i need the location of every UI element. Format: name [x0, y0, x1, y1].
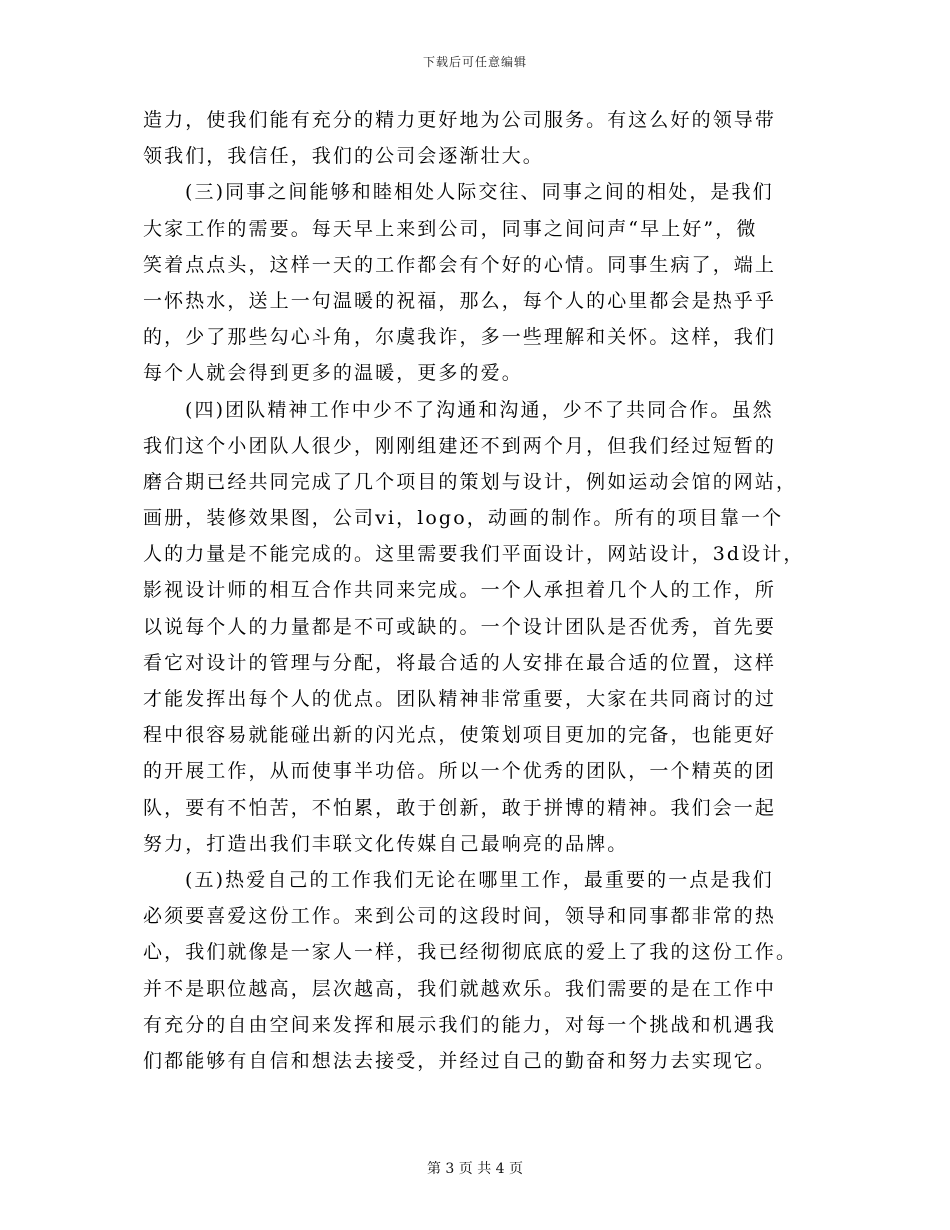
text-line: 大家工作的需要。每天早上来到公司，同事之间问声“早上好”，微	[143, 217, 758, 240]
text-line: 一怀热水，送上一句温暖的祝福，那么，每个人的心里都会是热乎乎	[143, 289, 777, 312]
body-text	[143, 102, 807, 1079]
text-line: 看它对设计的管理与分配，将最合适的人安排在最合适的位置，这样	[143, 651, 777, 674]
text-line: 人的力量是不能完成的。这里需要我们平面设计，网站设计，3d设计，	[143, 543, 805, 566]
text-line: 造力，使我们能有充分的精力更好地为公司服务。有这么好的领导带	[143, 109, 777, 131]
text-line: 有充分的自由空间来发挥和展示我们的能力，对每一个挑战和机遇我	[143, 1013, 777, 1036]
paragraph-first-line: (五)热爱自己的工作我们无论在哪里工作，最重要的一点是我们	[185, 868, 774, 891]
text-line: 们都能够有自信和想法去接受，并经过自己的勤奋和努力去实现它。	[143, 1049, 777, 1072]
text-line: 的，少了那些勾心斗角，尔虞我诈，多一些理解和关怀。这样，我们	[143, 326, 777, 349]
header-note: 下载后可任意编辑	[422, 55, 527, 69]
text-line: 努力，打造出我们丰联文化传媒自己最响亮的品牌。	[143, 832, 629, 855]
text-line: 影视设计师的相互合作共同来完成。一个人承担着几个人的工作，所	[143, 579, 777, 602]
text-line: 以说每个人的力量都是不可或缺的。一个设计团队是否优秀，首先要	[143, 615, 777, 638]
text-line: 磨合期已经共同完成了几个项目的策划与设计，例如运动会馆的网站，	[143, 470, 798, 493]
text-line: 每个人就会得到更多的温暖，更多的爱。	[143, 362, 523, 385]
text-line: 我们这个小团队人很少，刚刚组建还不到两个月，但我们经过短暂的	[143, 434, 777, 457]
paragraph-first-line: (四)团队精神工作中少不了沟通和沟通，少不了共同合作。虽然	[185, 398, 774, 421]
text-line: 并不是职位越高，层次越高，我们就越欢乐。我们需要的是在工作中	[143, 977, 777, 1000]
page-number-footer: 第 3 页 共 4 页	[426, 1161, 524, 1177]
text-line: 队，要有不怕苦，不怕累，敢于创新，敢于拼博的精神。我们会一起	[143, 796, 777, 819]
text-line: 画册，装修效果图，公司vi，logo，动画的制作。所有的项目靠一个	[143, 507, 784, 530]
paragraph-first-line: (三)同事之间能够和睦相处人际交往、同事之间的相处，是我们	[185, 181, 774, 204]
text-line: 才能发挥出每个人的优点。团队精神非常重要，大家在共同商讨的过	[143, 688, 777, 710]
text-line: 必须要喜爱这份工作。来到公司的这段时间，领导和同事都非常的热	[143, 905, 777, 928]
text-line: 领我们，我信任，我们的公司会逐渐壮大。	[143, 145, 544, 168]
text-line: 心，我们就像是一家人一样，我已经彻彻底底的爱上了我的这份工作。	[143, 941, 798, 964]
text-line: 笑着点点头，这样一天的工作都会有个好的心情。同事生病了，端上	[143, 253, 777, 276]
text-line: 程中很容易就能碰出新的闪光点，使策划项目更加的完备，也能更好	[143, 724, 777, 747]
text-line: 的开展工作，从而使事半功倍。所以一个优秀的团队，一个精英的团	[143, 760, 777, 783]
